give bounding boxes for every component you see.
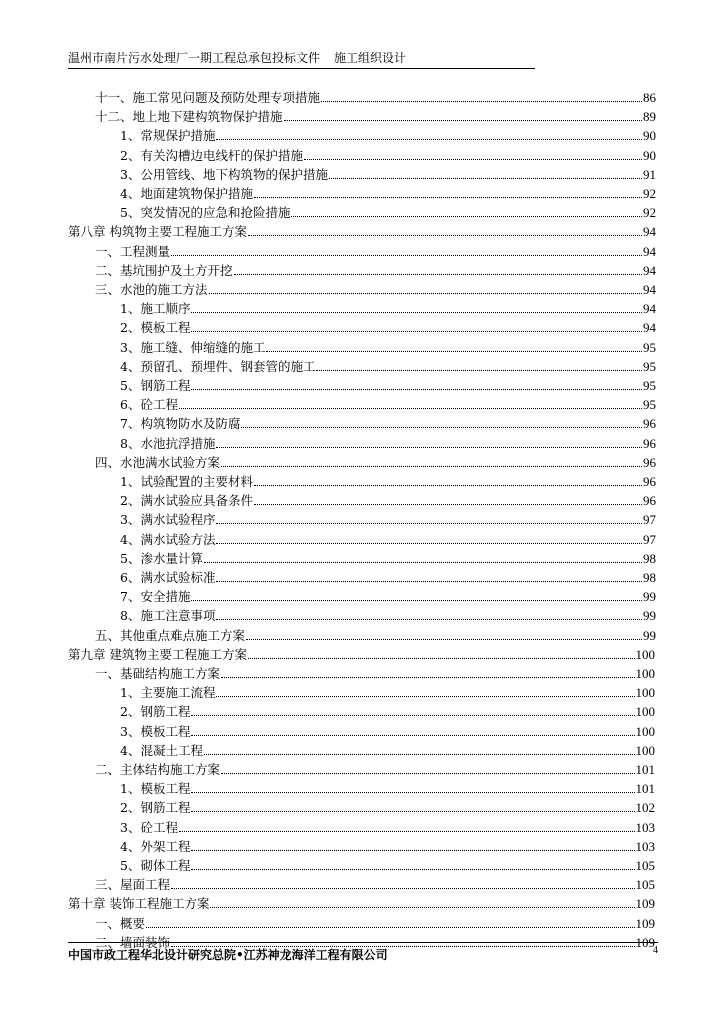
- toc-entry-title: 3、模板工程: [120, 724, 191, 739]
- toc-dot-leader: [329, 178, 642, 179]
- toc-entry-page: 101: [635, 781, 655, 796]
- toc-entry-page: 86: [643, 90, 656, 105]
- toc-entry-page: 96: [643, 455, 656, 470]
- toc-entry-title: 3、公用管线、地下构筑物的保护措施: [120, 167, 328, 182]
- header-section-title: 施工组织设计: [334, 51, 407, 65]
- toc-entry-title: 2、钢筋工程: [120, 800, 191, 815]
- toc-entry-title: 1、常规保护措施: [120, 128, 216, 143]
- toc-entry-title: 5、突发情况的应急和抢险措施: [120, 205, 291, 220]
- toc-entry[interactable]: [120, 818, 655, 836]
- toc-entry-title: 十一、施工常见问题及预防处理专项措施: [95, 90, 321, 105]
- toc-entry[interactable]: [120, 837, 655, 855]
- toc-dot-leader: [284, 120, 642, 121]
- toc-entry[interactable]: [68, 894, 655, 912]
- toc-entry-title: 3、满水试验程序: [120, 512, 216, 527]
- toc-dot-leader: [316, 370, 642, 371]
- toc-entry-title: 2、模板工程: [120, 320, 191, 335]
- toc-dot-leader: [179, 831, 635, 832]
- toc-entry-title: 2、钢筋工程: [120, 704, 191, 719]
- toc-entry[interactable]: [95, 88, 656, 106]
- toc-entry[interactable]: [95, 626, 656, 644]
- toc-entry-title: 5、砌体工程: [120, 858, 191, 873]
- toc-entry-title: 2、满水试验应具备条件: [120, 493, 253, 508]
- toc-entry-page: 94: [643, 320, 656, 335]
- toc-entry-page: 105: [635, 858, 655, 873]
- toc-entry-page: 94: [643, 224, 656, 239]
- toc-entry[interactable]: [95, 261, 656, 279]
- toc-dot-leader: [216, 619, 642, 620]
- toc-dot-leader: [291, 216, 642, 217]
- toc-entry-page: 98: [643, 570, 656, 585]
- toc-entry-page: 95: [643, 359, 656, 374]
- toc-entry[interactable]: [68, 645, 655, 663]
- toc-dot-leader: [191, 850, 634, 851]
- toc-dot-leader: [248, 658, 635, 659]
- toc-dot-leader: [191, 811, 634, 812]
- toc-entry-page: 99: [643, 628, 656, 643]
- toc-entry[interactable]: [120, 146, 656, 164]
- toc-dot-leader: [304, 159, 642, 160]
- toc-entry-page: 91: [643, 167, 656, 182]
- page-header: [68, 50, 535, 69]
- toc-entry[interactable]: [95, 760, 655, 778]
- toc-entry[interactable]: [120, 126, 656, 144]
- toc-entry-page: 99: [643, 608, 656, 623]
- toc-dot-leader: [216, 523, 642, 524]
- toc-entry-page: 100: [635, 685, 655, 700]
- toc-entry[interactable]: [120, 338, 656, 356]
- toc-entry-page: 100: [635, 666, 655, 681]
- toc-entry-page: 92: [643, 186, 656, 201]
- toc-dot-leader: [204, 754, 635, 755]
- toc-entry-title: 一、概要: [95, 916, 146, 931]
- toc-entry-page: 94: [643, 301, 656, 316]
- toc-entry-title: 1、主要施工流程: [120, 685, 216, 700]
- toc-dot-leader: [216, 543, 642, 544]
- toc-entry[interactable]: [120, 702, 655, 720]
- toc-dot-leader: [191, 869, 634, 870]
- toc-entry-title: 4、地面建筑物保护措施: [120, 186, 253, 201]
- toc-entry[interactable]: [120, 472, 656, 490]
- toc-entry[interactable]: [95, 107, 656, 125]
- toc-dot-leader: [221, 677, 634, 678]
- toc-entry[interactable]: [120, 798, 655, 816]
- toc-entry-page: 100: [635, 647, 655, 662]
- toc-entry-page: 96: [643, 493, 656, 508]
- toc-entry[interactable]: [120, 184, 656, 202]
- toc-entry[interactable]: [120, 568, 656, 586]
- toc-dot-leader: [234, 274, 642, 275]
- toc-entry-title: 五、其他重点难点施工方案: [95, 628, 246, 643]
- toc-dot-leader: [248, 235, 642, 236]
- toc-entry[interactable]: [120, 779, 655, 797]
- toc-entry-title: 第十章 装饰工程施工方案: [68, 896, 210, 911]
- toc-dot-leader: [216, 581, 642, 582]
- toc-entry-page: 100: [635, 704, 655, 719]
- toc-entry[interactable]: [95, 664, 655, 682]
- toc-entry-title: 十二、地上地下建构筑物保护措施: [95, 109, 283, 124]
- toc-dot-leader: [191, 792, 634, 793]
- toc-entry[interactable]: [68, 222, 656, 240]
- toc-entry-title: 3、施工缝、伸缩缝的施工: [120, 340, 266, 355]
- toc-entry[interactable]: [120, 203, 656, 221]
- toc-entry-title: 二、主体结构施工方案: [95, 762, 221, 777]
- toc-dot-leader: [221, 773, 634, 774]
- toc-entry[interactable]: [120, 376, 656, 394]
- toc-entry-page: 90: [643, 128, 656, 143]
- toc-entry-page: 92: [643, 205, 656, 220]
- toc-entry-page: 98: [643, 551, 656, 566]
- toc-entry[interactable]: [120, 530, 656, 548]
- toc-entry-title: 二、基坑围护及土方开挖: [95, 263, 233, 278]
- toc-entry-page: 94: [643, 263, 656, 278]
- toc-dot-leader: [204, 562, 642, 563]
- toc-entry[interactable]: [120, 856, 655, 874]
- toc-entry-page: 105: [635, 877, 655, 892]
- footer-page-number: 4: [653, 945, 658, 956]
- toc-entry-page: 97: [643, 532, 656, 547]
- toc-entry[interactable]: [120, 549, 656, 567]
- toc-entry[interactable]: [120, 299, 656, 317]
- toc-dot-leader: [216, 447, 642, 448]
- toc-entry-title: 四、水池满水试验方案: [95, 455, 221, 470]
- toc-entry-page: 109: [635, 935, 655, 950]
- toc-dot-leader: [146, 927, 634, 928]
- toc-entry-title: 4、外架工程: [120, 839, 191, 854]
- toc-entry-title: 3、砼工程: [120, 820, 178, 835]
- toc-entry-title: 二、墙面装饰: [95, 935, 171, 950]
- toc-entry-title: 三、水池的施工方法: [95, 282, 208, 297]
- toc-entry-title: 三、屋面工程: [95, 877, 171, 892]
- toc-entry-page: 96: [643, 474, 656, 489]
- toc-entry-title: 第八章 构筑物主要工程施工方案: [68, 224, 247, 239]
- toc-entry-page: 99: [643, 589, 656, 604]
- toc-dot-leader: [210, 907, 634, 908]
- toc-entry[interactable]: [120, 395, 656, 413]
- toc-entry-page: 95: [643, 378, 656, 393]
- toc-entry[interactable]: [120, 683, 655, 701]
- toc-dot-leader: [254, 504, 642, 505]
- toc-dot-leader: [209, 293, 642, 294]
- toc-dot-leader: [171, 255, 642, 256]
- toc-entry[interactable]: [120, 491, 656, 509]
- toc-dot-leader: [191, 715, 634, 716]
- toc-entry-title: 5、钢筋工程: [120, 378, 191, 393]
- toc-entry-page: 109: [635, 896, 655, 911]
- toc-entry-title: 7、构筑物防水及防腐: [120, 416, 241, 431]
- toc-entry-page: 109: [635, 916, 655, 931]
- toc-entry-page: 95: [643, 340, 656, 355]
- toc-entry-title: 第九章 建筑物主要工程施工方案: [68, 647, 247, 662]
- toc-entry-title: 8、施工注意事项: [120, 608, 216, 623]
- toc-entry-title: 1、施工顺序: [120, 301, 191, 316]
- toc-entry[interactable]: [120, 414, 656, 432]
- toc-entry[interactable]: [95, 453, 656, 471]
- toc-dot-leader: [266, 351, 642, 352]
- toc-dot-leader: [171, 888, 634, 889]
- toc-entry[interactable]: [120, 510, 656, 528]
- toc-entry-page: 96: [643, 416, 656, 431]
- toc-entry-page: 96: [643, 436, 656, 451]
- toc-entry-page: 89: [643, 109, 656, 124]
- toc-entry-title: 6、满水试验标准: [120, 570, 216, 585]
- toc-dot-leader: [191, 312, 642, 313]
- toc-entry-page: 103: [635, 820, 655, 835]
- toc-entry-page: 103: [635, 839, 655, 854]
- toc-entry[interactable]: [95, 280, 656, 298]
- toc-entry-title: 4、混凝土工程: [120, 743, 203, 758]
- toc-entry-page: 94: [643, 282, 656, 297]
- toc-entry[interactable]: [120, 165, 656, 183]
- toc-entry-title: 4、满水试验方法: [120, 532, 216, 547]
- toc-entry[interactable]: [120, 434, 656, 452]
- toc-entry-page: 102: [635, 800, 655, 815]
- toc-dot-leader: [179, 408, 642, 409]
- toc-entry-title: 2、有关沟槽边电线杆的保护措施: [120, 148, 303, 163]
- toc-entry-title: 7、安全措施: [120, 589, 191, 604]
- toc-dot-leader: [191, 600, 642, 601]
- toc-dot-leader: [191, 389, 642, 390]
- toc-entry-page: 97: [643, 512, 656, 527]
- toc-entry[interactable]: [120, 722, 655, 740]
- toc-dot-leader: [254, 485, 642, 486]
- toc-entry[interactable]: [120, 318, 656, 336]
- toc-entry[interactable]: [120, 587, 656, 605]
- toc-entry[interactable]: [120, 606, 656, 624]
- header-document-title: 温州市南片污水处理厂一期工程总承包投标文件: [68, 51, 321, 65]
- toc-dot-leader: [246, 639, 642, 640]
- toc-entry-page: 94: [643, 244, 656, 259]
- toc-entry[interactable]: [95, 242, 656, 260]
- toc-entry-page: 100: [635, 743, 655, 758]
- toc-dot-leader: [321, 101, 642, 102]
- toc-entry-title: 6、砼工程: [120, 397, 178, 412]
- toc-entry-page: 95: [643, 397, 656, 412]
- toc-entry-title: 4、预留孔、预埋件、钢套管的施工: [120, 359, 316, 374]
- toc-entry-page: 100: [635, 724, 655, 739]
- toc-entry-title: 一、基础结构施工方案: [95, 666, 221, 681]
- page-footer: [68, 942, 658, 963]
- toc-entry[interactable]: [120, 741, 655, 759]
- toc-entry-title: 8、水池抗浮措施: [120, 436, 216, 451]
- toc-entry-page: 90: [643, 148, 656, 163]
- toc-dot-leader: [241, 427, 642, 428]
- toc-entry-title: 5、渗水量计算: [120, 551, 203, 566]
- toc-entry-title: 一、工程测量: [95, 244, 171, 259]
- toc-dot-leader: [191, 735, 634, 736]
- toc-entry-title: 1、试验配置的主要材料: [120, 474, 253, 489]
- toc-entry[interactable]: [95, 914, 655, 932]
- toc-entry[interactable]: [120, 357, 656, 375]
- toc-dot-leader: [216, 139, 642, 140]
- toc-entry[interactable]: [95, 875, 655, 893]
- toc-entry-title: 1、模板工程: [120, 781, 191, 796]
- toc-dot-leader: [191, 331, 642, 332]
- footer-company-name: 中国市政工程华北设计研究总院•江苏神龙海洋工程有限公司: [68, 948, 388, 962]
- toc-dot-leader: [216, 696, 634, 697]
- toc-dot-leader: [221, 466, 642, 467]
- toc-entry-page: 101: [635, 762, 655, 777]
- toc-dot-leader: [254, 197, 642, 198]
